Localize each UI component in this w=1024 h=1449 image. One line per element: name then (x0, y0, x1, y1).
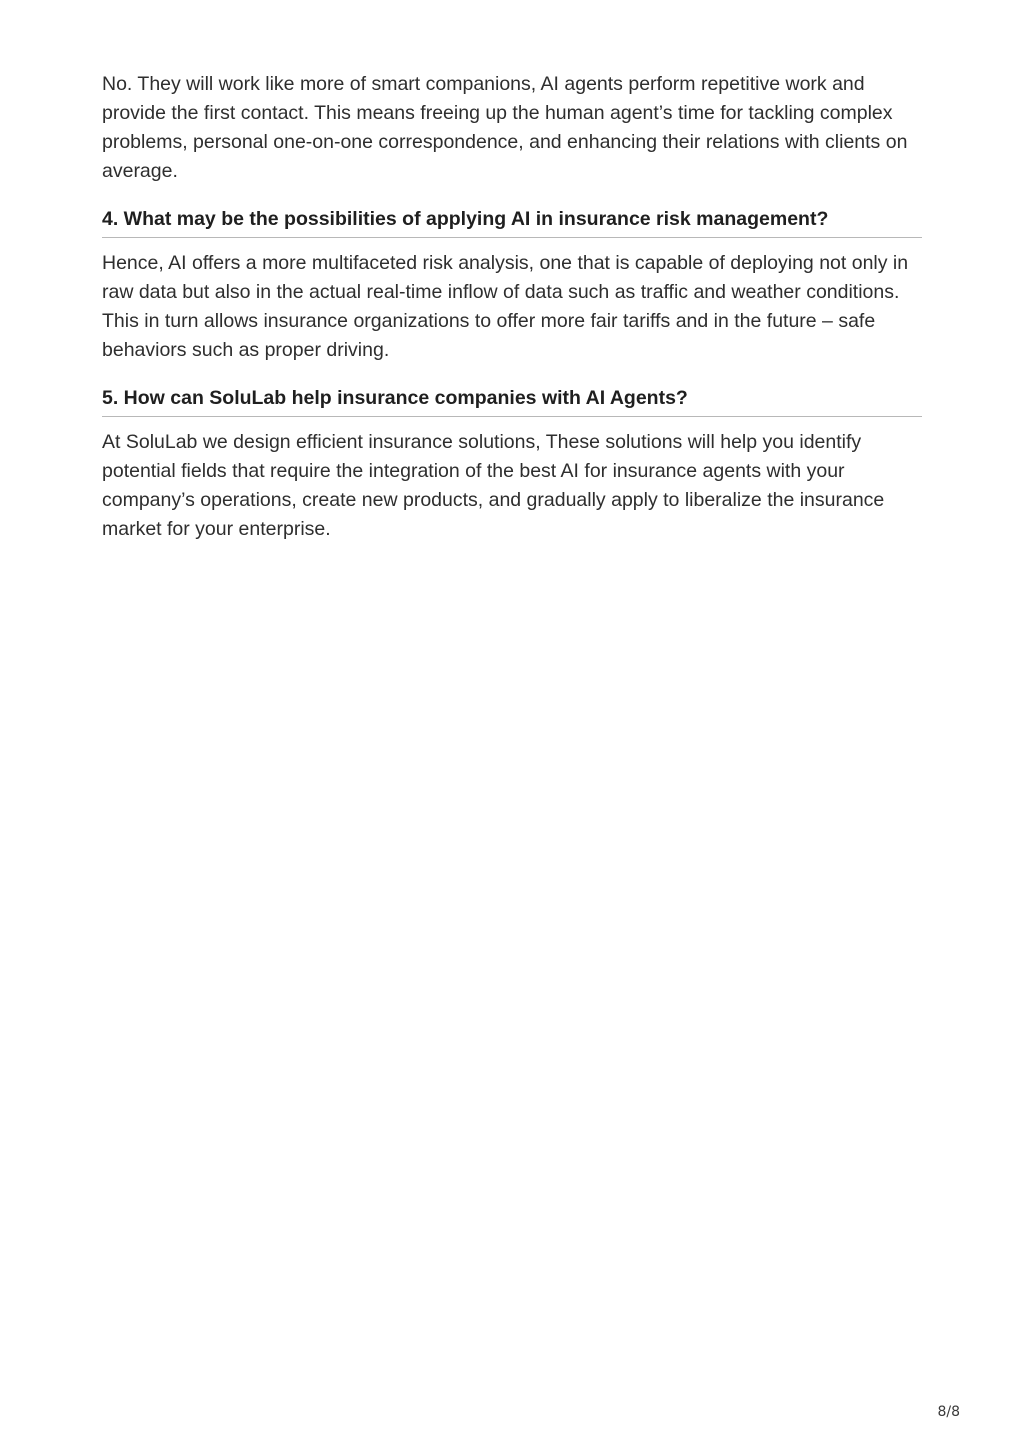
faq-answer-4: Hence, AI offers a more multifaceted risk analysis, one that is capable of deploying not only in raw data but also in the actual real-time inflow of data such as traffic and weather conditions. This in turn allows insurance organizations to offer more fair tariffs and in the future – safe behaviors such as proper driving. (102, 252, 909, 361)
document-content (102, 70, 922, 544)
page-number: 8/8 (937, 1404, 960, 1420)
faq-question-4: 4. What may be the possibilities of applying AI in insurance risk management? (102, 206, 922, 238)
faq-answer-5: At SoluLab we design efficient insurance solutions, These solutions will help you identify potential fields that require the integration of the best AI for insurance agents with your company’s operations, create new products, and gradually apply to liberalize the insurance market for your enterprise. (102, 431, 885, 540)
faq-question-5: 5. How can SoluLab help insurance companies with AI Agents? (102, 385, 922, 417)
faq-answer-3: No. They will work like more of smart companions, AI agents perform repetitive work and provide the first contact. This means freeing up the human agent’s time for tackling complex problems, personal one-on-one correspondence, and enhancing their relations with clients on average. (102, 73, 908, 182)
